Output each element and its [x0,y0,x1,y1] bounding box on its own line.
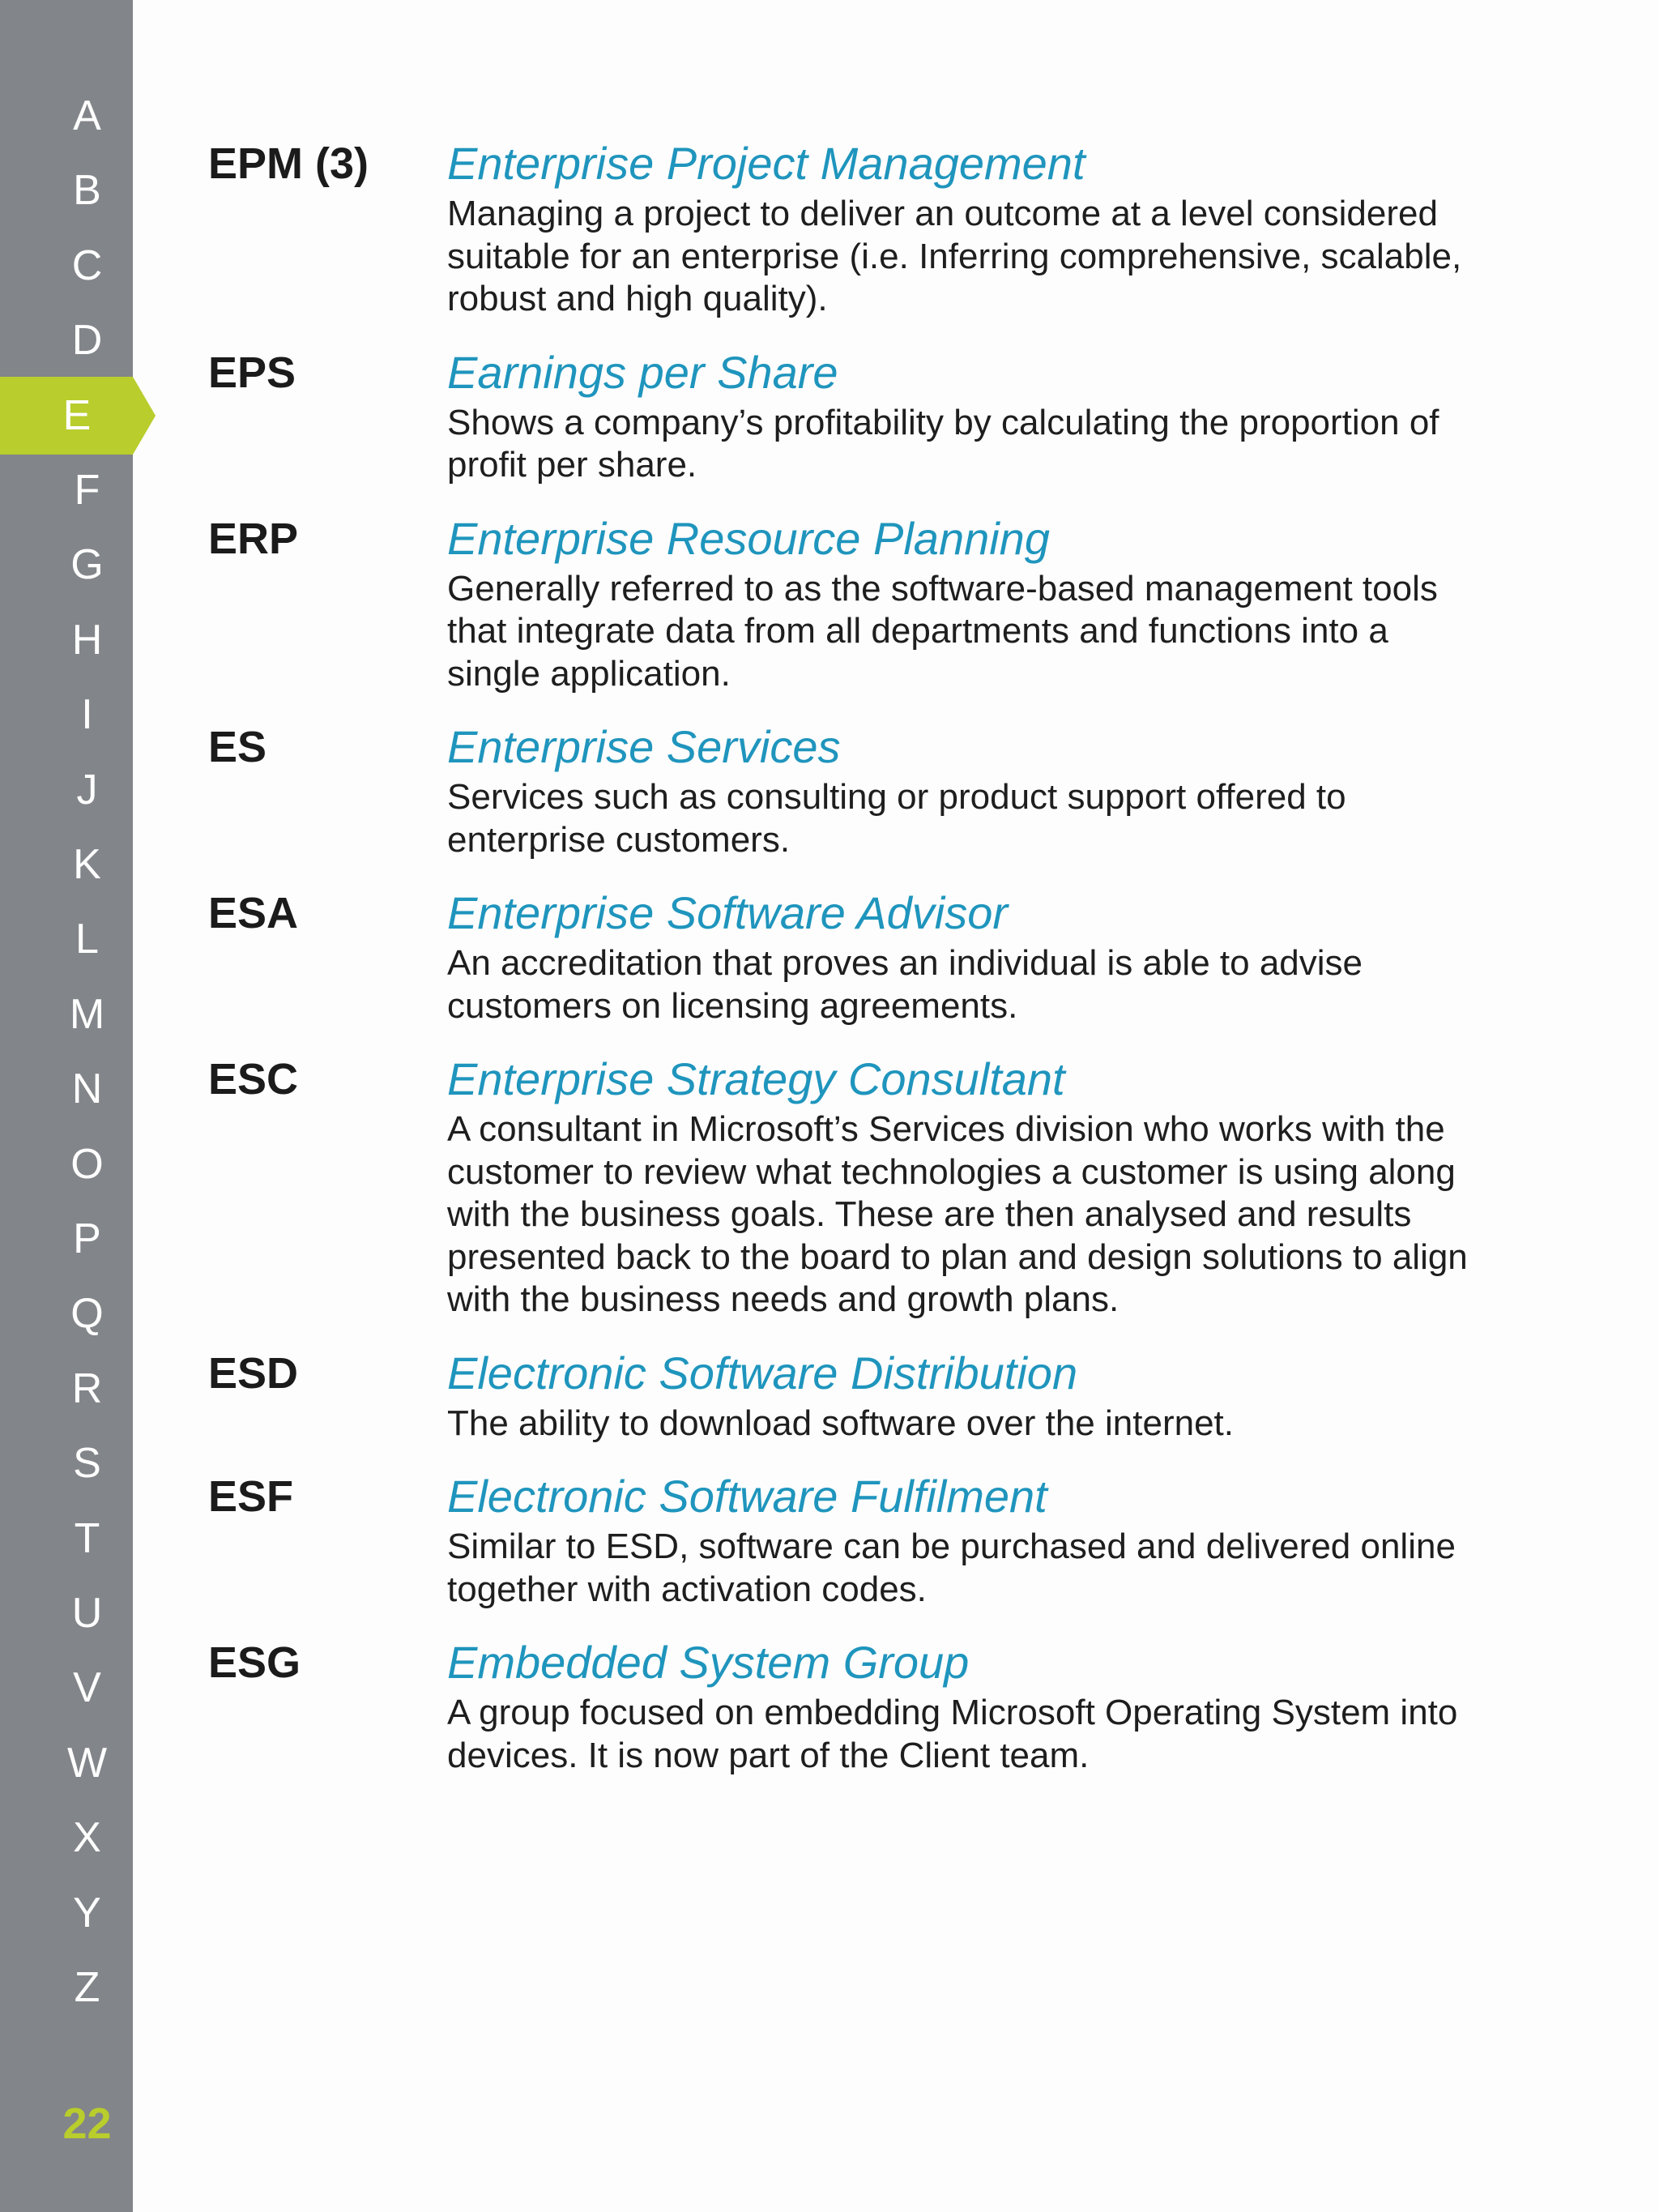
glossary-entry [208,345,1472,487]
sidebar-letter-p[interactable] [0,1214,174,1264]
sidebar-letter-label: X [73,1814,101,1861]
sidebar-letter-u[interactable] [0,1588,174,1638]
glossary-entry [208,136,1472,321]
entry-term: Enterprise Strategy Consultant [447,1053,1065,1104]
sidebar-letter-label: L [75,916,99,963]
sidebar-letter-label: Q [70,1290,104,1337]
entry-abbreviation: ESC [208,1055,299,1104]
sidebar-letter-label: B [73,167,101,214]
entry-description: A group focused on embedding Microsoft Operating System into devices. It is now part of the Client team. [447,1693,1458,1775]
sidebar-letter-label: H [71,617,103,664]
entry-description: Managing a project to deliver an outcome at a level considered suitable for an enterprise (i.e. Inferring comprehensive, scalable, robust and high quality). [447,194,1462,318]
entry-body [447,136,1472,321]
entry-abbreviation: ERP [208,514,299,563]
entry-term: Embedded System Group [447,1637,970,1688]
entry-abbreviation: ESD [208,1348,299,1398]
sidebar-letter-label: F [74,467,100,514]
glossary-entry [208,1052,1472,1322]
sidebar-letter-label: C [71,242,103,289]
glossary-entries [208,136,1472,1801]
sidebar-letter-label: E [62,392,92,439]
sidebar-letter-label: M [69,991,105,1038]
sidebar-letter-z[interactable] [0,1962,174,2013]
sidebar-letter-n[interactable] [0,1064,174,1114]
entry-term: Enterprise Project Management [447,138,1085,189]
entry-body [447,1052,1472,1322]
glossary-entry [208,720,1472,861]
entry-term: Electronic Software Fulfilment [447,1471,1047,1522]
sidebar-letter-label: P [73,1215,101,1262]
sidebar-letter-label: I [81,691,93,738]
sidebar-letter-k[interactable] [0,839,174,890]
sidebar-letter-j[interactable] [0,765,174,815]
entry-term: Earnings per Share [447,346,838,398]
sidebar-letter-label: W [66,1740,108,1787]
sidebar-letter-s[interactable] [0,1438,174,1488]
glossary-entry [208,511,1472,696]
sidebar-letter-label: Y [73,1890,101,1937]
glossary-entry [208,886,1472,1027]
sidebar-letter-label: T [74,1515,100,1562]
entry-description: A consultant in Microsoft’s Services division who works with the customer to review what technologies a customer is using along with the business goals. These are then analysed and results presented back to the board to plan and design solutions to align with the business needs and growth plans. [447,1109,1468,1319]
sidebar-letter-i[interactable] [0,690,174,740]
sidebar-letter-label: S [73,1440,101,1487]
entry-term: Electronic Software Distribution [447,1347,1078,1399]
entry-abbreviation: ESA [208,889,299,937]
sidebar-letter-y[interactable] [0,1888,174,1938]
entry-abbreviation: EPS [208,348,296,397]
sidebar-letter-a[interactable] [0,91,174,141]
sidebar-letter-label: K [73,841,101,888]
entry-body [447,720,1472,861]
sidebar-letter-label: Z [74,1964,100,2011]
sidebar-letter-label: G [70,541,104,588]
alphabet-sidebar [0,0,133,2212]
entry-body [447,345,1472,487]
sidebar-letter-h[interactable] [0,615,174,665]
sidebar-letter-q[interactable] [0,1288,174,1339]
sidebar-letter-c[interactable] [0,241,174,291]
sidebar-letter-label: V [73,1664,101,1711]
entry-body [447,1469,1472,1611]
sidebar-letter-label: D [71,317,103,364]
entry-body [447,1346,1472,1445]
entry-description: An accreditation that proves an individual is able to advise customers on licensing agreements. [447,943,1363,1026]
sidebar-letter-label: J [76,767,98,813]
entry-term: Enterprise Services [447,721,841,772]
sidebar-letter-w[interactable] [0,1738,174,1788]
sidebar-letter-v[interactable] [0,1663,174,1713]
entry-body [447,886,1472,1027]
entry-description: Similar to ESD, software can be purchased and delivered online together with activation codes. [447,1527,1456,1609]
entry-body [447,511,1472,696]
entry-description: Generally referred to as the software-based management tools that integrate data from all departments and functions into a single application. [447,568,1438,694]
sidebar-letter-d[interactable] [0,315,174,365]
sidebar-letter-label: R [71,1365,103,1412]
entry-description: Shows a company’s profitability by calculating the proportion of profit per share. [447,402,1439,485]
sidebar-letter-m[interactable] [0,989,174,1040]
sidebar-letter-label: U [71,1590,103,1637]
sidebar-letter-b[interactable] [0,165,174,216]
sidebar-letter-l[interactable] [0,914,174,964]
sidebar-letter-t[interactable] [0,1514,174,1564]
entry-description: Services such as consulting or product support offered to enterprise customers. [447,777,1346,860]
sidebar-letter-label: O [70,1141,104,1188]
sidebar-letter-label: A [73,92,101,139]
sidebar-letter-g[interactable] [0,540,174,590]
page-number: 22 [62,2099,112,2148]
sidebar-letter-r[interactable] [0,1364,174,1414]
sidebar-letter-o[interactable] [0,1139,174,1189]
entry-term: Enterprise Software Advisor [447,887,1008,938]
entry-description: The ability to download software over the internet. [447,1403,1234,1443]
entry-abbreviation: ES [208,723,267,771]
sidebar-letter-e[interactable] [0,391,154,441]
glossary-entry [208,1635,1472,1777]
entry-term: Enterprise Resource Planning [447,512,1050,564]
sidebar-letter-x[interactable] [0,1813,174,1863]
sidebar-letter-f[interactable] [0,465,174,515]
entry-abbreviation: ESG [208,1638,301,1687]
glossary-entry [208,1346,1472,1445]
entry-abbreviation: EPM (3) [208,139,369,188]
sidebar-letter-label: N [71,1065,103,1112]
entry-abbreviation: ESF [208,1472,294,1521]
entry-body [447,1635,1472,1777]
glossary-entry [208,1469,1472,1611]
